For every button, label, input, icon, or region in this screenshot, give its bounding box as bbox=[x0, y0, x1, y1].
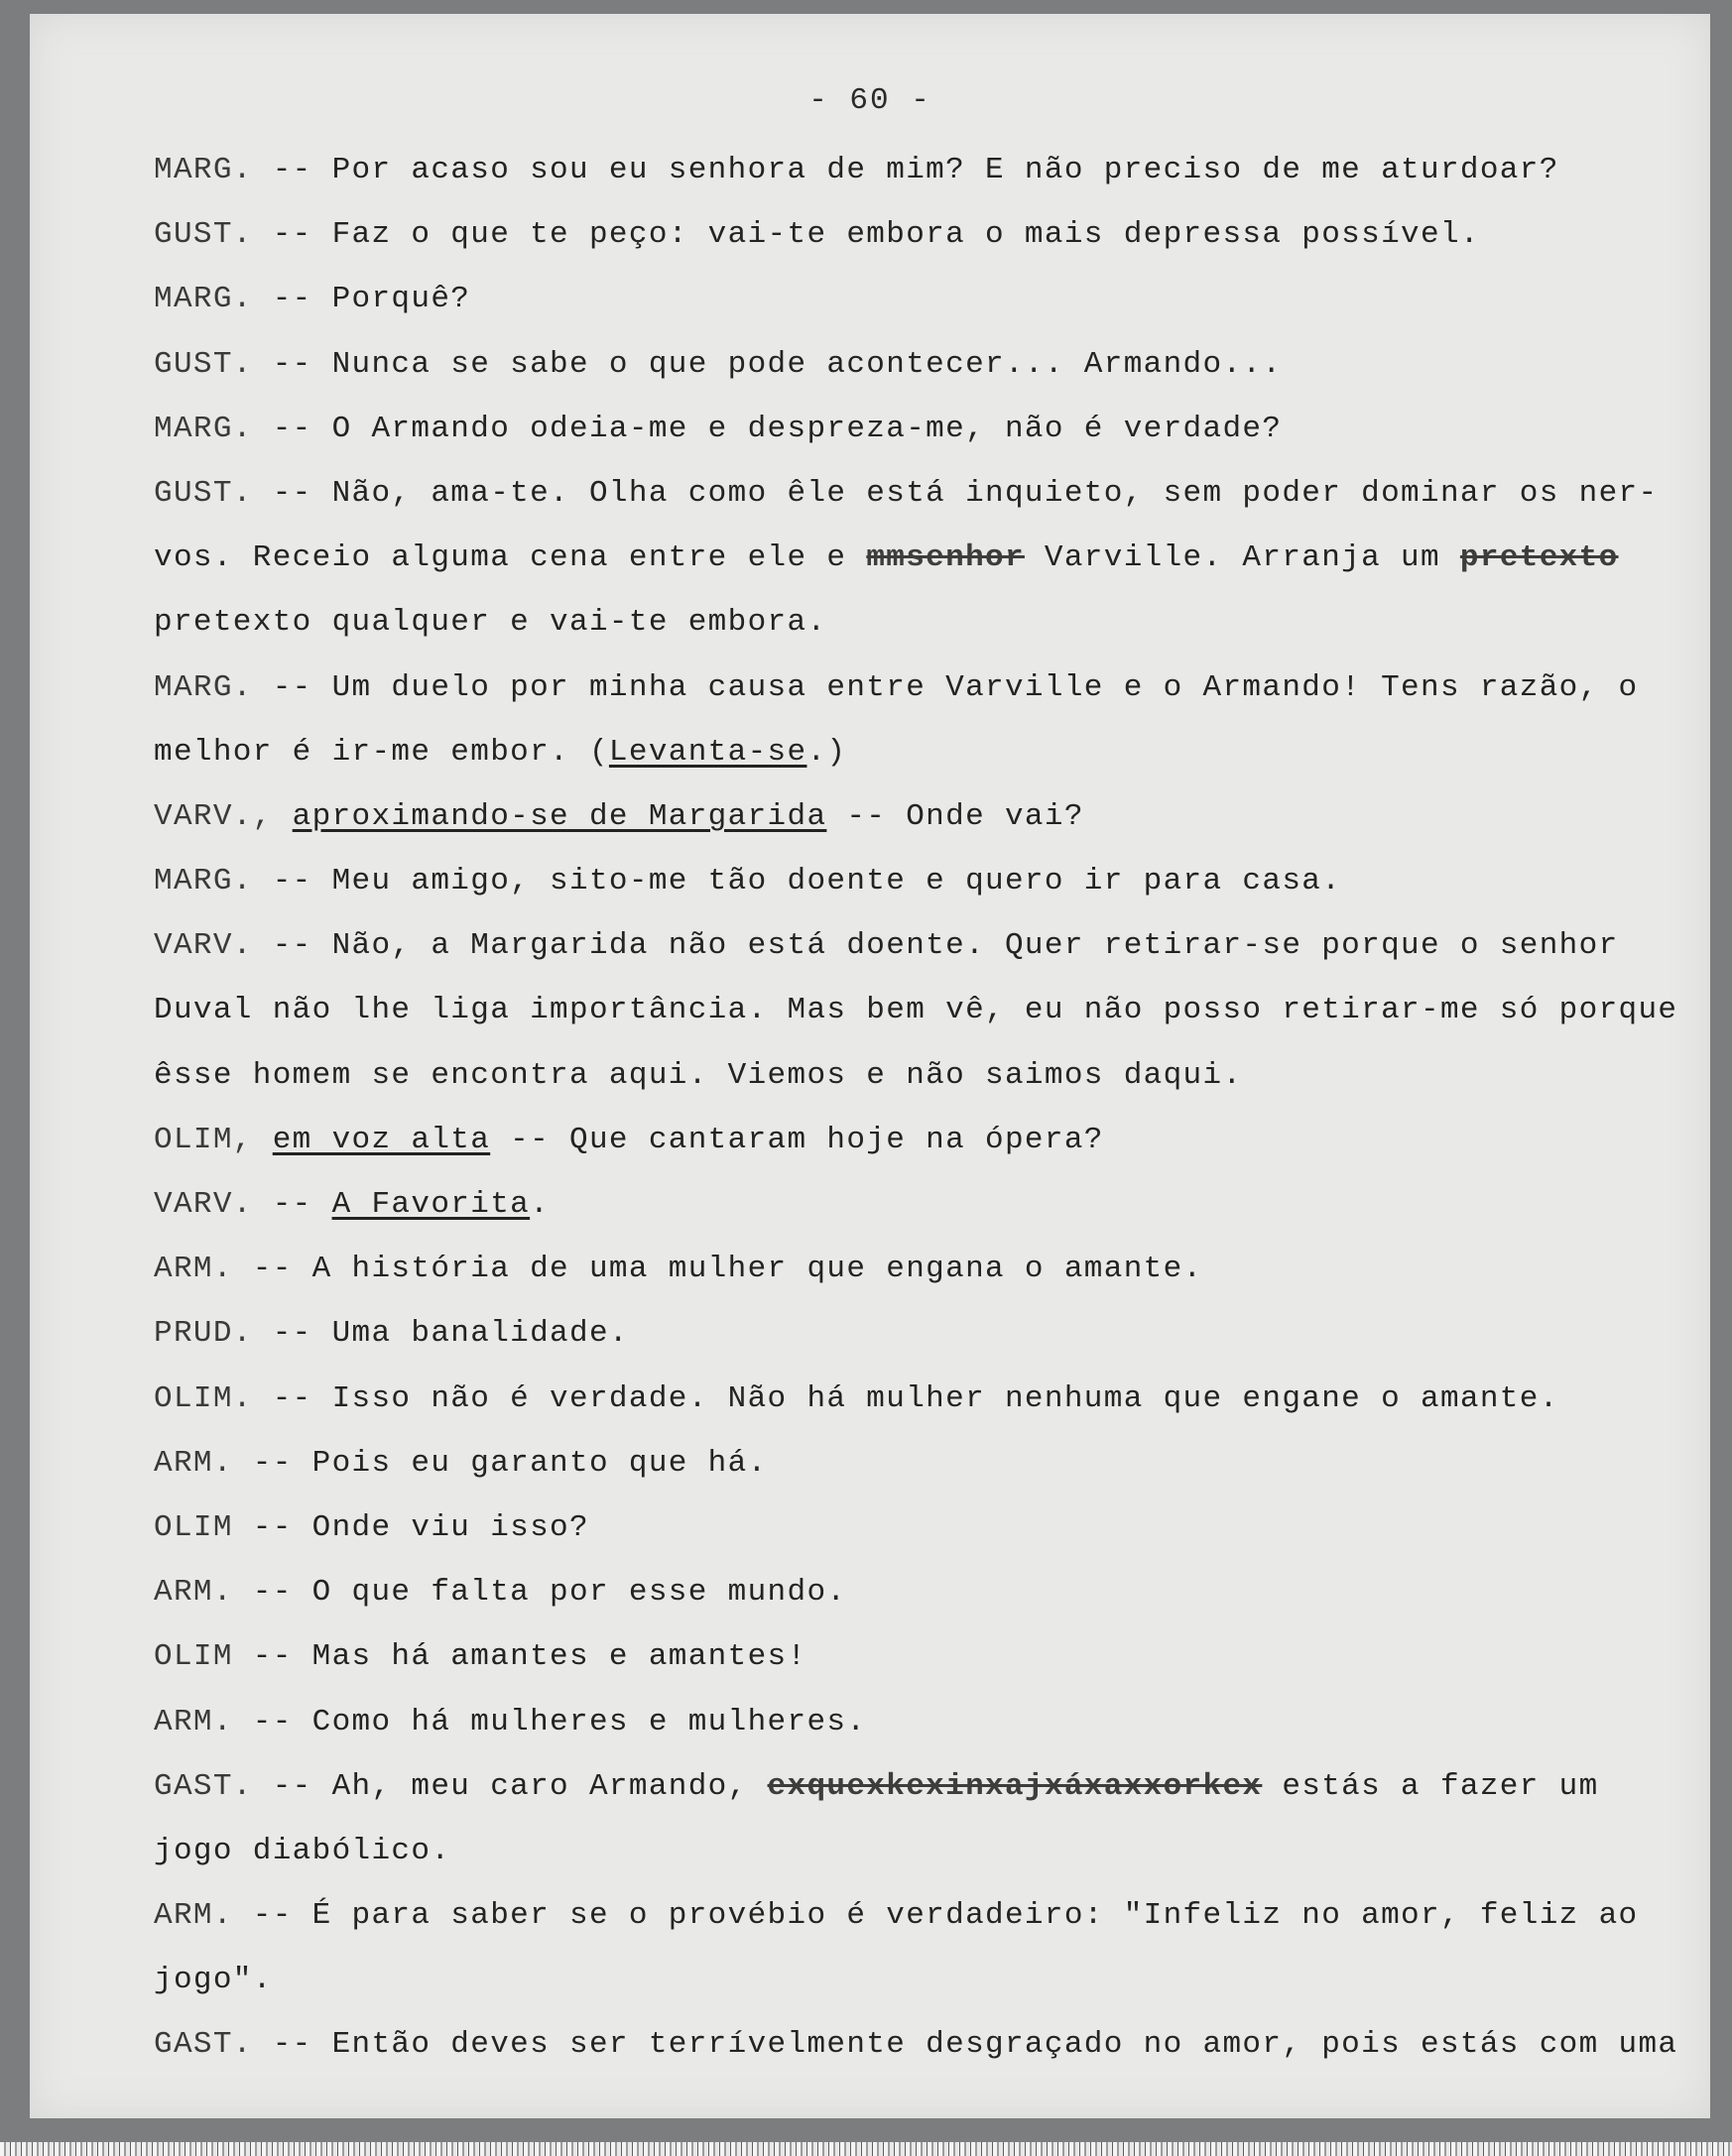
line-text: -- Um duelo por minha causa entre Varville e o Armando! Tens razão, o bbox=[252, 669, 1639, 705]
line-text: -- Meu amigo, sito-me tão doente e quero ir para casa. bbox=[252, 864, 1342, 899]
speaker-name: GAST. bbox=[154, 1768, 253, 1804]
script-line bbox=[154, 720, 1701, 784]
speaker-name: OLIM, bbox=[154, 1122, 253, 1157]
line-text bbox=[253, 1123, 273, 1157]
line-text: -- Mas há amantes e amantes! bbox=[232, 1639, 807, 1675]
speaker-name: ARM. bbox=[154, 1898, 233, 1934]
line-text: -- Como há mulheres e mulheres. bbox=[232, 1704, 867, 1739]
script-line bbox=[154, 1754, 1701, 1819]
line-text: -- O que falta por esse mundo. bbox=[232, 1575, 847, 1611]
line-text: -- É para saber se o provébio é verdadeiro: "Infeliz no amor, feliz ao bbox=[232, 1898, 1639, 1934]
script-text bbox=[154, 138, 1701, 2078]
speaker-name: MARG. bbox=[154, 411, 253, 446]
line-text: -- Isso não é verdade. Não há mulher nenhuma que engane o amante. bbox=[252, 1380, 1559, 1416]
typewritten-page bbox=[30, 14, 1710, 2118]
script-line bbox=[154, 1301, 1701, 1366]
line-text: -- Faz o que te peço: vai-te embora o mais depressa possível. bbox=[252, 217, 1480, 253]
script-line bbox=[154, 1237, 1701, 1301]
line-text: jogo diabólico. bbox=[154, 1833, 451, 1868]
underlined-direction: Levanta-se bbox=[608, 734, 807, 770]
speaker-name: OLIM bbox=[154, 1639, 233, 1675]
line-text: jogo". bbox=[154, 1963, 273, 1998]
script-line bbox=[154, 1948, 1701, 2012]
speaker-name: MARG. bbox=[154, 153, 253, 187]
script-line bbox=[154, 1108, 1701, 1172]
speaker-name: VARV., bbox=[154, 798, 273, 834]
speaker-name: ARM. bbox=[154, 1575, 233, 1611]
script-line bbox=[154, 1560, 1701, 1624]
page-number: - 60 - bbox=[808, 83, 931, 118]
script-line bbox=[154, 784, 1701, 849]
line-text: -- Ah, meu caro Armando, bbox=[252, 1768, 768, 1804]
line-text: -- O Armando odeia-me e despreza-me, não é verdade? bbox=[252, 411, 1283, 446]
line-text: Varville. Arranja um bbox=[1024, 540, 1460, 576]
line-text: .) bbox=[806, 734, 847, 770]
line-text: estás a fazer um bbox=[1262, 1768, 1599, 1804]
script-line bbox=[154, 1431, 1701, 1496]
scan-calibration-strip bbox=[0, 2142, 1732, 2156]
script-line bbox=[154, 1690, 1701, 1754]
script-line bbox=[154, 1172, 1701, 1237]
script-line bbox=[154, 2012, 1701, 2077]
speaker-name: MARG. bbox=[154, 669, 253, 705]
speaker-name: ARM. bbox=[154, 1252, 233, 1287]
line-text: melhor é ir-me embor. ( bbox=[154, 734, 609, 770]
underlined-direction: em voz alta bbox=[272, 1122, 491, 1157]
line-text: pretexto qualquer e vai-te embora. bbox=[154, 605, 827, 641]
speaker-name: ARM. bbox=[154, 1445, 233, 1481]
line-text: -- Onde viu isso? bbox=[232, 1509, 589, 1545]
script-line bbox=[154, 202, 1701, 267]
line-text: êsse homem se encontra aqui. Viemos e não saimos daqui. bbox=[154, 1057, 1243, 1093]
speaker-name: MARG. bbox=[154, 282, 253, 317]
line-text: -- bbox=[252, 1187, 332, 1222]
line-text: -- Onde vai? bbox=[826, 798, 1084, 834]
speaker-name: OLIM. bbox=[154, 1380, 253, 1416]
speaker-name: GUST. bbox=[154, 217, 253, 253]
script-line bbox=[154, 1496, 1701, 1560]
script-line bbox=[154, 267, 1701, 331]
script-line bbox=[154, 1367, 1701, 1431]
script-line bbox=[154, 1883, 1701, 1948]
line-text: -- Não, ama-te. Olha como êle está inquieto, sem poder dominar os ner- bbox=[252, 475, 1659, 511]
line-text: -- Que cantaram hoje na ópera? bbox=[490, 1122, 1104, 1157]
speaker-name: GUST. bbox=[154, 346, 253, 382]
line-text: -- Então deves ser terrívelmente desgraçado no amor, pois estás com uma bbox=[252, 2027, 1678, 2063]
struck-out-text: mmsenhor bbox=[866, 540, 1025, 576]
speaker-name: MARG. bbox=[154, 864, 253, 899]
speaker-name: PRUD. bbox=[154, 1316, 253, 1352]
line-text: -- Nunca se sabe o que pode acontecer... Armando... bbox=[252, 346, 1283, 382]
line-text: -- Por acaso sou eu senhora de mim? E não preciso de me aturdoar? bbox=[252, 153, 1559, 187]
line-text bbox=[273, 799, 293, 834]
script-line bbox=[154, 397, 1701, 461]
speaker-name: OLIM bbox=[154, 1509, 233, 1545]
script-line bbox=[154, 1043, 1701, 1108]
script-line bbox=[154, 913, 1701, 978]
underlined-direction: A Favorita bbox=[331, 1187, 531, 1222]
struck-out-text: pretexto bbox=[1459, 540, 1619, 576]
script-line bbox=[154, 461, 1701, 526]
struck-out-text: exquexkexinxajxáxaxxorkex bbox=[767, 1768, 1263, 1804]
script-line bbox=[154, 849, 1701, 913]
line-text: -- Porquê? bbox=[252, 282, 471, 317]
speaker-name: GAST. bbox=[154, 2027, 253, 2063]
script-line bbox=[154, 590, 1701, 655]
script-line bbox=[154, 332, 1701, 397]
script-line bbox=[154, 526, 1701, 590]
script-line bbox=[154, 138, 1701, 202]
speaker-name: GUST. bbox=[154, 475, 253, 511]
line-text: -- Uma banalidade. bbox=[252, 1316, 629, 1352]
script-line bbox=[154, 978, 1701, 1042]
script-line bbox=[154, 656, 1701, 720]
line-text: -- Pois eu garanto que há. bbox=[232, 1445, 768, 1481]
speaker-name: VARV. bbox=[154, 1187, 253, 1222]
speaker-name: VARV. bbox=[154, 928, 253, 964]
underlined-direction: aproximando-se de Margarida bbox=[292, 798, 827, 834]
line-text: Duval não lhe liga importância. Mas bem vê, eu não posso retirar-me só porque bbox=[154, 993, 1678, 1028]
line-text: vos. Receio alguma cena entre ele e bbox=[154, 540, 867, 576]
line-text: -- Não, a Margarida não está doente. Quer retirar-se porque o senhor bbox=[252, 928, 1619, 964]
script-line bbox=[154, 1624, 1701, 1689]
line-text: . bbox=[530, 1187, 551, 1222]
speaker-name: ARM. bbox=[154, 1704, 233, 1739]
script-line bbox=[154, 1819, 1701, 1883]
line-text: -- A história de uma mulher que engana o amante. bbox=[232, 1252, 1203, 1287]
